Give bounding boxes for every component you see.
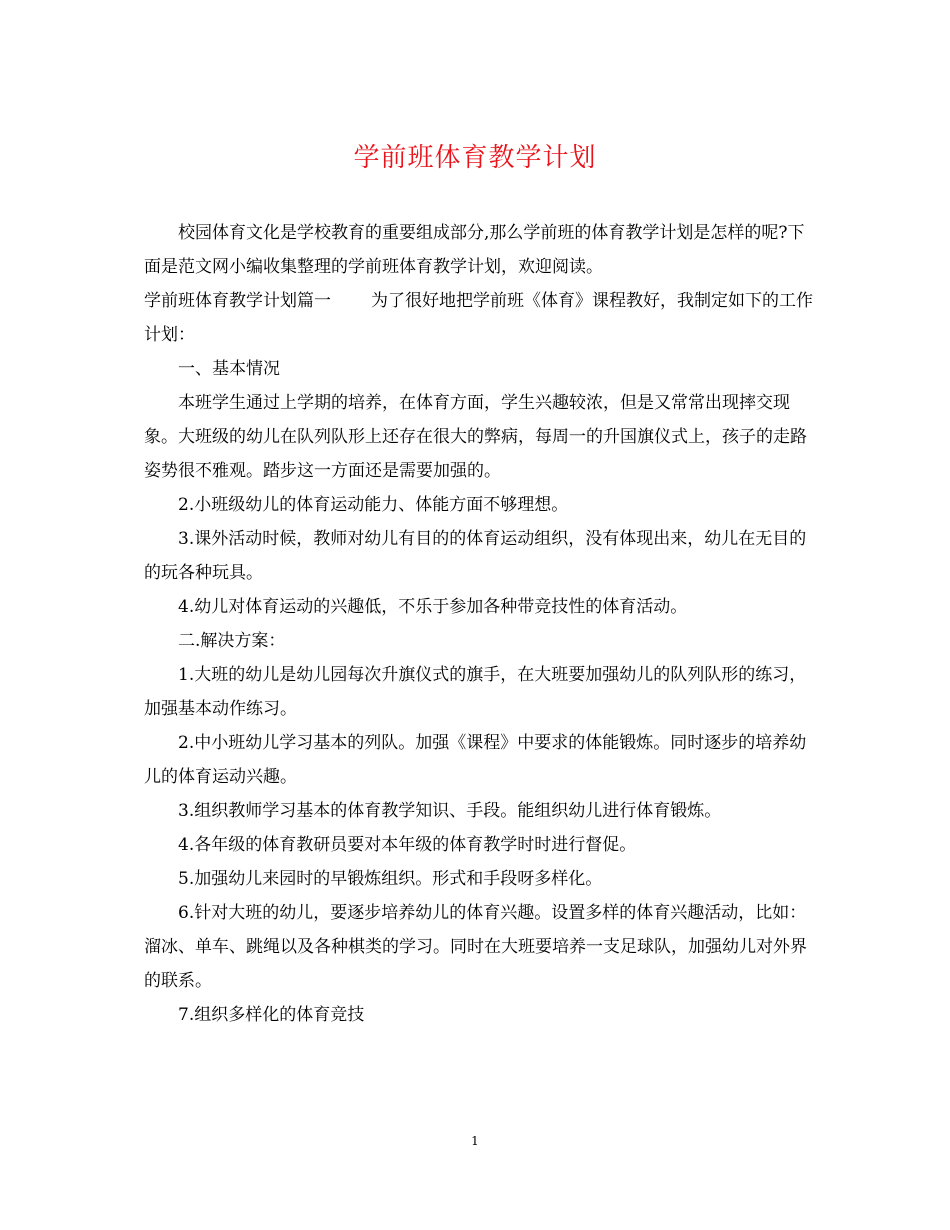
document-body: [144, 216, 816, 1032]
heading-basic-situation: 一、基本情况: [178, 359, 280, 379]
section-text: 为了很好地把学前班《体育》课程教好，我制定如下的工作计划：: [144, 291, 813, 345]
paragraph-situation-4: 4.幼儿对体育运动的兴趣低，不乐于参加各种带竞技性的体育活动。: [178, 597, 688, 617]
paragraph-intro: 校园体育文化是学校教育的重要组成部分,那么学前班的体育教学计划是怎样的呢?下面是范文网小编收集整理的学前班体育教学计划，欢迎阅读。: [144, 223, 805, 277]
page-number: 1: [471, 1134, 479, 1148]
paragraph-situation-1: 本班学生通过上学期的培养，在体育方面，学生兴趣较浓，但是又常常出现摔交现象。大班级的幼儿在队列队形上还存在很大的弊病，每周一的升国旗仪式上，孩子的走路姿势很不雅观。踏步这一方面还是需要加强的。: [144, 393, 807, 481]
paragraph-situation-2: 2.小班级幼儿的体育运动能力、体能方面不够理想。: [178, 495, 569, 515]
paragraph-situation-3: 3.课外活动时候，教师对幼儿有目的的体育运动组织，没有体现出来，幼儿在无目的的玩各种玩具。: [144, 529, 807, 583]
paragraph-solution-6: 6.针对大班的幼儿，要逐步培养幼儿的体育兴趣。设置多样的体育兴趣活动，比如：溜冰、单车、跳绳以及各种棋类的学习。同时在大班要培养一支足球队，加强幼儿对外界的联系。: [144, 903, 807, 991]
paragraph-solution-5: 5.加强幼儿来园时的早锻炼组织。形式和手段呀多样化。: [178, 869, 603, 889]
paragraph-solution-1: 1.大班的幼儿是幼儿园每次升旗仪式的旗手，在大班要加强幼儿的队列队形的练习，加强基本动作练习。: [144, 665, 807, 719]
paragraph-section-one: [144, 284, 816, 352]
paragraph-solution-7: 7.组织多样化的体育竞技: [178, 1005, 365, 1025]
paragraph-solution-3: 3.组织教师学习基本的体育教学知识、手段。能组织幼儿进行体育锻炼。: [178, 801, 722, 821]
heading-solutions: 二.解决方案：: [178, 631, 286, 651]
paragraph-solution-2: 2.中小班幼儿学习基本的列队。加强《课程》中要求的体能锻炼。同时逐步的培养幼儿的体育运动兴趣。: [144, 733, 807, 787]
paragraph-solution-4: 4.各年级的体育教研员要对本年级的体育教学时时进行督促。: [178, 835, 637, 855]
page-title: 学前班体育教学计划: [353, 143, 597, 173]
section-label: 学前班体育教学计划篇一: [144, 291, 331, 311]
